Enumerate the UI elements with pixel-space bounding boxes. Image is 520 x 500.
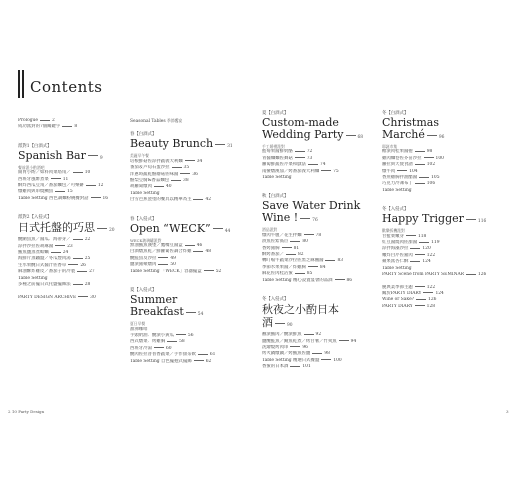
toc-item [130, 359, 240, 365]
page-number: 22 [84, 237, 91, 243]
page-number: 24 [62, 250, 69, 256]
page-number: 61 [209, 352, 216, 358]
footer-page-number: 3 [506, 409, 509, 414]
toc-item-label: 燉雞肉與串燒鯛魚 [18, 189, 54, 195]
page-number: 54 [197, 312, 204, 318]
toc-item-label: 糖漬肉桂果醬捲 [382, 149, 413, 155]
toc-item-label: Table Setting 精選日式餐盤 [262, 357, 320, 363]
toc-item-label: 白雪芭蕉瓷塗的餐具以精華為主 [130, 197, 192, 203]
toc-item-label: 蘿蔔鮮蔬佐芹菜和戲法 [262, 162, 306, 168]
page-number: 83 [337, 258, 344, 264]
toc-item-label: 蘿拉與天使食譜 [382, 162, 413, 168]
section-category: 冬【入侵式】 [382, 207, 409, 213]
footer-left [8, 409, 44, 414]
page-number: 52 [215, 268, 222, 274]
toc-item-label: 香煎雞胸拌油醋醬 [382, 175, 418, 181]
toc-item-label: 關於PARTY DIARY [382, 290, 422, 296]
toc-item-label: 甘藍菜嫩芽 [382, 233, 404, 239]
toc-item-label: 鹽漬豬頰燉肉 [130, 262, 157, 268]
toc-item-label: Table Setting [382, 187, 412, 193]
page-number: 126 [477, 272, 487, 278]
toc-item [382, 272, 492, 278]
page-number: 105 [431, 175, 440, 181]
toc-item-label: Table Setting 精心設置宴會的品酒 [262, 277, 333, 283]
toc-item-label: 多種之前擺日式托盤擺飾法 [18, 282, 71, 288]
toc-item-label: 酪梨豆腐&香蒜麵包 [130, 178, 170, 184]
page-number: 119 [431, 240, 440, 246]
toc-item-label: Table Setting 「WECK」容器擺盒 [130, 268, 202, 274]
page-number: 42 [205, 197, 212, 203]
toc-item-label: 洗燴燒烤肉串 [262, 344, 289, 350]
page-number: 122 [426, 252, 436, 258]
toc-item [382, 304, 492, 310]
toc-item-label: 涼拌海藻沙拉 [382, 246, 409, 252]
section-subtitle: WECK玻璃罐派對 [130, 237, 162, 243]
toc-item-label: 白酒燉魚乾／鮮蘿蔔佐調合炸雞 [130, 249, 192, 255]
page-number: 49 [170, 255, 176, 261]
section-category: 派對1【白酒式】 [18, 143, 52, 149]
page-number: 2 [51, 118, 55, 123]
page-number: 78 [315, 232, 322, 238]
section-category: 夏【入侵式】 [130, 288, 157, 294]
page-number: 44 [224, 228, 231, 234]
section-heading: Spanish Bar [18, 148, 86, 162]
toc-item [262, 364, 372, 370]
toc-item-label: Table Setting [382, 265, 412, 271]
toc-item-label: 漬魚佐紫萵苣 [262, 239, 289, 245]
toc-item-label: 番茄＆芦筍石蛋沙拉 [130, 165, 170, 171]
toc-item-label: 甜沸咖啡 [130, 326, 148, 332]
footer-brand: 10 Party Design [11, 409, 45, 414]
section-category: 冬【白酒式】 [382, 111, 409, 116]
toc-item-label: 香蜜的日本酒 [262, 364, 289, 370]
page-number: 116 [477, 219, 487, 225]
section-category: 春【白酒式】 [130, 132, 157, 138]
page-number: 73 [306, 155, 313, 161]
section-category: 冬【入侵式】 [262, 297, 289, 303]
toc-item-label: 胡蘿蔔燉肉 [130, 184, 152, 190]
toc-item-label: PARTY DIARY [382, 303, 413, 309]
section-category: 夏【白酒式】 [262, 111, 289, 116]
section-heading: Christmas Marché [382, 116, 439, 141]
toc-item-label: 西班牙風酢煮菜 [18, 176, 49, 182]
page-number: 38 [183, 178, 189, 184]
section-subtitle: 夏日早餐 [130, 321, 146, 327]
page-number: 80 [302, 239, 308, 245]
page-number: 102 [426, 162, 436, 168]
toc-item-label: 生水果醃日式醬汁佐香草 [18, 262, 67, 268]
toc-item-label: 轉叮噹牛蔬菜沙拉佐黑芝麻蘸醬 [262, 258, 324, 264]
contents-column-4 [382, 104, 492, 310]
toc-item-label: Table Setting 自色擺抱式擺飾 [130, 358, 192, 364]
page-number: 16 [102, 195, 109, 201]
footer-right [506, 409, 509, 414]
page-number: 10 [84, 170, 91, 176]
page-number: 56 [187, 332, 194, 338]
toc-item-label: 西班牙冷湯 [130, 345, 152, 351]
toc-entry: Seasonal Tables [130, 119, 166, 124]
page-number: 96 [302, 344, 308, 350]
footer-page-number: 2 [8, 409, 11, 414]
page-number: 128 [426, 303, 436, 309]
toc-entry-sub: 季節饗宴 [167, 118, 183, 123]
page-number: 62 [205, 358, 212, 364]
toc-item-label: 培根鮮菇佐涼拌蔬義大利麵 [130, 158, 183, 164]
toc-item-label: 涼拌沙拉佐胡麻醬 [18, 243, 54, 249]
page-number: 40 [165, 184, 172, 190]
toc-item-label: 雞肉麵卷佐芥苗沙拉 [382, 155, 422, 161]
section-heading: Summer Breakfast [130, 293, 184, 319]
page-title: Contents [30, 78, 103, 96]
page-number: 27 [89, 269, 95, 275]
toc-item-label: 醃肉佐拉普普香蔬菜／手作甜茶飲 [130, 352, 196, 358]
toc-item-label: 無油鮪魚漢堡／鷹嘴豆醬盒 [130, 243, 183, 249]
page-number: 86 [346, 277, 353, 283]
toc-item-label: 麻油酥炸雞皮／番茄子的冷製 [18, 269, 76, 275]
toc-item-label: 鹽醃鮭魚／鯖魚乾煮／烤甘薯／竹筴魚 [262, 338, 337, 344]
page-number: 35 [183, 165, 190, 171]
section-heading: 日式托盤的巧思 [18, 221, 95, 235]
page-number: 118 [417, 233, 427, 239]
contents-column-1 [18, 118, 128, 301]
page-number: 100 [333, 357, 342, 363]
title-bar-decoration [22, 70, 24, 98]
toc-item-label: Wine or Sake? [382, 297, 415, 303]
page-number: 81 [293, 245, 300, 251]
toc-item-label: 紅豆醬燒肉佐甜醬 [382, 240, 418, 246]
page-number: 31 [227, 144, 233, 150]
toc-item-label: 開胃小酌／如料肉菜塔角／ [18, 170, 71, 176]
page-number: 36 [192, 171, 198, 177]
section-heading: 秋夜之小酌日本酒 [262, 303, 339, 330]
toc-item-label: 蘋果派杏仁酥 [382, 259, 409, 265]
toc-item-label: 醃鮭魚及沙拉 [130, 255, 157, 261]
toc-item-label: 青醬麵麵佐舞菇 [262, 155, 293, 161]
toc-item-label: 酥烤番茄／ [262, 252, 284, 258]
section-category: 春【入侵式】 [130, 216, 157, 222]
toc-item-label: 酥炸西瓜豆角／番茄麵包／可樂餅 [18, 183, 84, 189]
page-number: 60 [165, 345, 172, 351]
page-number: 15 [67, 189, 73, 195]
section-heading: Custom-made Wedding Party [262, 116, 344, 141]
section-heading: Open “WECK” [130, 221, 211, 235]
page-number: 98 [426, 149, 433, 155]
toc-item-label: 醃鯖魚魚／醬瓜．海帶芽／ [18, 237, 71, 243]
toc-entry: Prologue [18, 118, 38, 123]
toc-item-label: 麻花佐肉桂沾蜜 [262, 271, 293, 277]
page-number: 120 [422, 246, 431, 252]
toc-item-label: 鮪魚鹽蒸煮蛤蠣 [18, 250, 49, 256]
toc-item-label: 燉牛肉 [382, 168, 396, 174]
toc-item-label: 慶典業季節主題 [382, 284, 413, 290]
section-heading: Save Water Drink Wine ! [262, 199, 361, 225]
toc-item-label: 巧克力冷凍布丁 [382, 181, 413, 187]
toc-item-label: 藍莓果醬鮮奶酪 [262, 149, 293, 155]
page-number: 94 [350, 338, 357, 344]
page-number: 98 [324, 351, 330, 357]
page-number: 82 [297, 252, 304, 258]
toc-item-label: 洋蔥時蔬乾酪蘑菇佐味醬 [130, 171, 179, 177]
toc-item-label: Table Setting [262, 175, 292, 181]
page-number: 84 [319, 264, 326, 270]
page-number: 101 [302, 364, 311, 370]
page-number: 26 [80, 262, 86, 268]
page-number: 23 [67, 243, 73, 249]
section-subtitle: 歡樂扳機派對 [382, 228, 405, 234]
toc-item-label: 燉肉牛腹／花生拌麵 [262, 232, 302, 238]
page-number: 90 [287, 323, 293, 329]
section-category: 秋【白酒式】 [262, 194, 289, 200]
page-number: 92 [315, 332, 322, 338]
page-number: 12 [97, 183, 104, 189]
toc-item-label: 烤火鍋燉鍋／烤鮪魚佐鹽 [262, 351, 311, 357]
page-number: 106 [426, 181, 436, 187]
toc-entry: 成功派對的7個關鍵字 [18, 124, 61, 130]
toc-item-label: Table Setting 西色調麵粉碗餐對話 [18, 195, 89, 201]
page-number: 34 [196, 158, 203, 164]
toc-item-label: 季節水果果醬／炸雞胸 [262, 264, 306, 270]
page-number: 48 [205, 249, 212, 255]
section-subtitle: 餐前派小酌酒吧 [18, 164, 45, 170]
page-number: 122 [426, 284, 436, 290]
toc-item-label: 海鮮片蒸鐵盤／冬瓜豐肉湯 [18, 256, 71, 262]
toc-item-label: 西式燉菜．烤雞胸 [130, 339, 166, 345]
toc-item-label: 蘸漬鮪肉／醃漬鮮魚 [262, 332, 302, 338]
section-subtitle: 酒品派對 [262, 227, 278, 233]
section-category: 派對2【入侵式】 [18, 215, 52, 221]
section-subtitle: 美麗早午餐 [130, 153, 149, 159]
toc-item-label: 香烤豬胸 [262, 245, 280, 251]
page-number: 85 [306, 271, 313, 277]
title-bar-decoration [18, 70, 20, 98]
page-number: 11 [62, 176, 69, 182]
page-number: 20 [109, 228, 115, 234]
section-subtitle: 耶誕市集 [382, 144, 398, 149]
page-number: 25 [84, 256, 91, 262]
toc-item-label: PARTY Scene from PARTY SEMINAR [382, 272, 464, 278]
page-number: 28 [84, 282, 91, 288]
toc-entry: PARTY DESIGN ARCHIVE [18, 294, 77, 300]
toc-item-label: 南蠻燉漢茄／烤番茄義大利麵 [262, 168, 320, 174]
page-number: 126 [428, 297, 437, 303]
section-heading: Happy Trigger [382, 212, 464, 226]
page-number: 72 [306, 149, 313, 155]
page-number: 100 [435, 155, 444, 161]
page-number: 104 [409, 168, 418, 174]
toc-item-label: Table Setting [130, 190, 160, 196]
contents-column-3 [262, 104, 372, 371]
contents-column-2 [130, 118, 240, 365]
page-number: 30 [90, 294, 96, 300]
section-heading: Beauty Brunch [130, 137, 214, 151]
page-number: 124 [435, 290, 444, 296]
page-number: 58 [179, 339, 185, 345]
page-number: 74 [319, 162, 326, 168]
page-number: 50 [170, 262, 176, 268]
page-number: 75 [333, 168, 339, 174]
page-number: 76 [312, 218, 318, 224]
page-number: 68 [357, 135, 364, 140]
toc-item-label: 嫩炸白芹佐豬肉 [382, 252, 413, 258]
section-subtitle: 手工婚禮派對 [262, 144, 285, 149]
page-number: 46 [196, 243, 203, 249]
page-number: 8 [74, 124, 78, 130]
page-number: 9 [99, 155, 103, 161]
page-number: 124 [422, 259, 431, 265]
toc-item-label: 芋頭奶油．醃漬小黃瓜 [130, 332, 174, 338]
toc-item-label: Table Setting [18, 275, 48, 281]
page-number: 96 [438, 135, 445, 140]
